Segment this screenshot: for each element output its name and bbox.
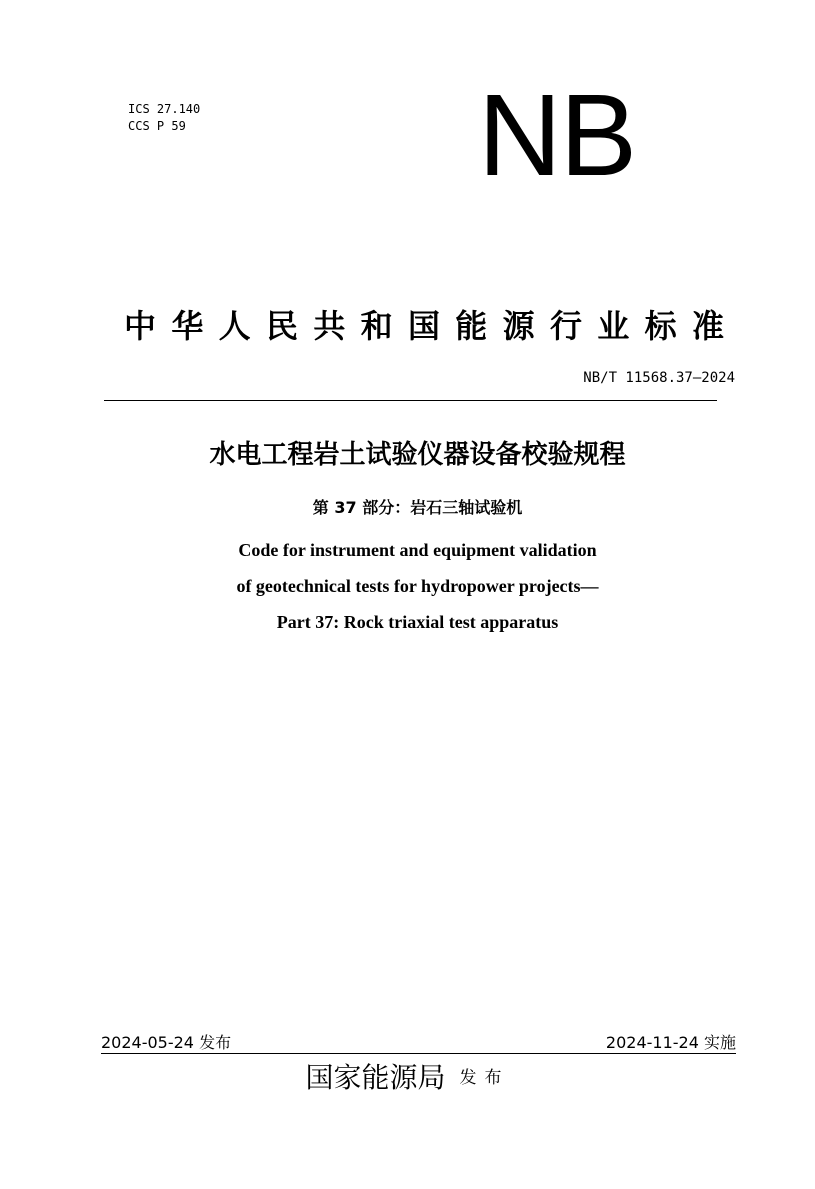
chinese-part-title: 第 37 部分：岩石三轴试验机 (312, 498, 523, 517)
chinese-title: 水电工程岩土试验仪器设备校验规程 (209, 440, 626, 470)
issuer-name: 国家能源局 (305, 1061, 446, 1094)
classification-codes (128, 101, 200, 135)
organization-char: 准 (691, 307, 724, 345)
organization-char: 业 (597, 307, 630, 345)
organization-char: 共 (313, 307, 346, 345)
implementation-date: 2024-11-24 实施 (605, 1033, 736, 1052)
ccs-code: CCS P 59 (128, 119, 186, 133)
organization-char: 华 (171, 307, 204, 345)
organization-char: 能 (455, 307, 488, 345)
english-title-line: of geotechnical tests for hydropower projects— (236, 576, 599, 596)
issuer-suffix: 发布 (459, 1068, 510, 1088)
organization-char: 民 (265, 307, 298, 345)
english-title-line: Part 37: Rock triaxial test apparatus (276, 612, 559, 632)
organization-char: 行 (549, 307, 582, 345)
bottom-divider (101, 1053, 736, 1054)
organization-char: 国 (407, 307, 440, 345)
organization-title (104, 303, 744, 349)
issuer-line (0, 1058, 815, 1098)
organization-char: 和 (360, 307, 393, 345)
standard-number: NB/T 11568.37—2024 (583, 370, 735, 386)
english-title-line: Code for instrument and equipment validation (238, 540, 597, 560)
organization-char: 源 (502, 307, 535, 345)
organization-char: 中 (124, 307, 157, 345)
english-title (0, 532, 815, 640)
issue-date: 2024-05-24 发布 (101, 1033, 232, 1052)
organization-char: 人 (218, 307, 251, 345)
organization-char: 标 (644, 307, 677, 345)
nb-logo: NB (478, 70, 636, 200)
ics-code: ICS 27.140 (128, 102, 201, 116)
top-divider (104, 400, 717, 401)
